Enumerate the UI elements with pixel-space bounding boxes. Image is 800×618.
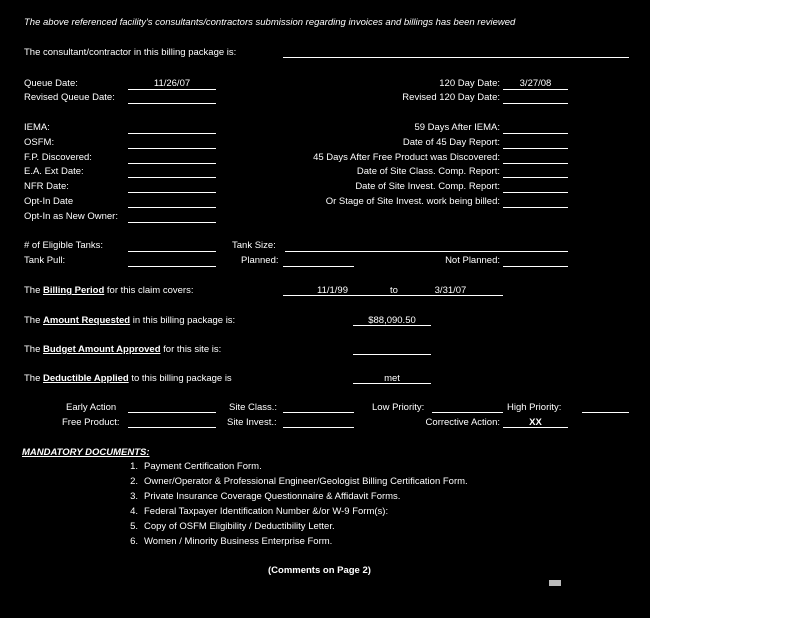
nfr-date-line <box>128 192 216 193</box>
billing-period-pre: The <box>24 285 41 296</box>
deductible-applied-bold: Deductible Applied <box>43 373 129 384</box>
site-class-line <box>283 412 354 413</box>
comments-note: (Comments on Page 2) <box>268 565 371 576</box>
deductible-applied-line <box>353 383 431 384</box>
low-priority-label: Low Priority: <box>372 402 425 413</box>
billing-period-post: for this claim covers: <box>106 285 194 296</box>
fp-discovered-line <box>128 163 216 164</box>
revised-day120-line <box>503 103 568 104</box>
days45-free-product-label: 45 Days After Free Product was Discovered: <box>313 152 500 163</box>
billing-period-label <box>24 285 193 296</box>
not-planned-line <box>503 266 568 267</box>
list-item: Federal Taxpayer Identification Number &/or W-9 Form(s): <box>144 506 389 517</box>
corrective-action-label: Corrective Action: <box>425 417 500 428</box>
day120-label: 120 Day Date: <box>439 78 500 89</box>
site-invest-stage-label: Or Stage of Site Invest. work being billed: <box>325 196 500 207</box>
corrective-action-value: XX <box>529 417 542 428</box>
billing-period-to: 3/31/07 <box>434 285 467 296</box>
nfr-date-label: NFR Date: <box>24 181 69 192</box>
iema-label: IEMA: <box>24 122 50 133</box>
day45-report-line <box>503 148 568 149</box>
list-item: Copy of OSFM Eligibility / Deductibility Letter. <box>144 521 335 532</box>
list-item-number: 1. <box>130 461 138 472</box>
queue-date-label: Queue Date: <box>24 78 78 89</box>
deductible-applied-post: to this billing package is <box>131 373 232 384</box>
billing-period-line <box>283 295 503 296</box>
site-invest-line <box>283 427 354 428</box>
osfm-label: OSFM: <box>24 137 55 148</box>
list-item-number: 2. <box>130 476 138 487</box>
ea-ext-date-label: E.A. Ext Date: <box>24 166 84 177</box>
deductible-applied-value: met <box>384 373 400 384</box>
tank-size-line <box>285 251 568 252</box>
days59-iema-label: 59 Days After IEMA: <box>414 122 500 133</box>
billing-period-to-word: to <box>390 285 398 296</box>
planned-label: Planned: <box>241 255 279 266</box>
deductible-applied-label <box>24 373 232 384</box>
list-item: Payment Certification Form. <box>144 461 262 472</box>
not-planned-label: Not Planned: <box>445 255 500 266</box>
consultant-field-line <box>283 57 629 58</box>
day45-report-label: Date of 45 Day Report: <box>402 137 500 148</box>
tank-pull-label: Tank Pull: <box>24 255 66 266</box>
site-invest-stage-line <box>503 207 568 208</box>
site-class-report-line <box>503 177 568 178</box>
list-item: Women / Minority Business Enterprise Form. <box>144 536 333 547</box>
opt-in-date-line <box>128 207 216 208</box>
amount-requested-post: in this billing package is: <box>132 315 236 326</box>
high-priority-line <box>582 412 629 413</box>
list-item-number: 6. <box>130 536 138 547</box>
tank-pull-line <box>128 266 216 267</box>
day120-line <box>503 89 568 90</box>
list-item-number: 5. <box>130 521 138 532</box>
day120-value: 3/27/08 <box>519 78 552 89</box>
opt-in-new-owner-line <box>128 222 216 223</box>
opt-in-date-label: Opt-In Date <box>24 196 74 207</box>
billing-period-bold: Billing Period <box>43 285 105 296</box>
budget-approved-bold: Budget Amount Approved <box>43 344 161 355</box>
amount-requested-bold: Amount Requested <box>43 315 131 326</box>
site-invest-report-line <box>503 192 568 193</box>
scan-mark <box>549 580 561 586</box>
consultant-label: The consultant/contractor in this billing package is: <box>24 47 237 58</box>
free-product-label: Free Product: <box>62 417 120 428</box>
list-item: Private Insurance Coverage Questionnaire & Affidavit Forms. <box>144 491 401 502</box>
queue-date-value: 11/26/07 <box>153 78 191 89</box>
corrective-action-line <box>503 427 568 428</box>
amount-requested-label <box>24 315 235 326</box>
iema-line <box>128 133 216 134</box>
list-item-number: 3. <box>130 491 138 502</box>
opt-in-new-owner-label: Opt-In as New Owner: <box>24 211 118 222</box>
list-item-number: 4. <box>130 506 138 517</box>
review-header: The above referenced facility's consultants/contractors submission regarding invoices and billings has been reviewed <box>24 17 516 28</box>
high-priority-label: High Priority: <box>507 402 562 413</box>
site-class-report-label: Date of Site Class. Comp. Report: <box>356 166 500 177</box>
fp-discovered-label: F.P. Discovered: <box>24 152 92 163</box>
ea-ext-date-line <box>128 177 216 178</box>
days45-free-product-line <box>503 163 568 164</box>
site-invest-report-label: Date of Site Invest. Comp. Report: <box>355 181 500 192</box>
tank-size-label: Tank Size: <box>232 240 276 251</box>
deductible-applied-pre: The <box>24 373 41 384</box>
queue-date-line <box>128 89 216 90</box>
list-item: Owner/Operator & Professional Engineer/Geologist Billing Certification Form. <box>144 476 468 487</box>
site-invest-label: Site Invest.: <box>227 417 277 428</box>
budget-approved-line <box>353 354 431 355</box>
revised-queue-date-line <box>128 103 216 104</box>
revised-queue-date-label: Revised Queue Date: <box>24 92 115 103</box>
mandatory-documents-heading: MANDATORY DOCUMENTS: <box>22 447 150 458</box>
free-product-line <box>128 427 216 428</box>
amount-requested-value: $88,090.50 <box>368 315 416 326</box>
site-class-label: Site Class.: <box>229 402 278 413</box>
osfm-line <box>128 148 216 149</box>
eligible-tanks-label: # of Eligible Tanks: <box>24 240 104 251</box>
budget-approved-post: for this site is: <box>163 344 222 355</box>
eligible-tanks-line <box>128 251 216 252</box>
amount-requested-line <box>353 325 431 326</box>
low-priority-line <box>432 412 503 413</box>
planned-line <box>283 266 354 267</box>
early-action-line <box>128 412 216 413</box>
budget-approved-pre: The <box>24 344 41 355</box>
billing-period-from: 11/1/99 <box>317 285 348 296</box>
budget-approved-label <box>24 344 221 355</box>
early-action-label: Early Action <box>66 402 117 413</box>
revised-day120-label: Revised 120 Day Date: <box>402 92 500 103</box>
amount-requested-pre: The <box>24 315 41 326</box>
days59-iema-line <box>503 133 568 134</box>
